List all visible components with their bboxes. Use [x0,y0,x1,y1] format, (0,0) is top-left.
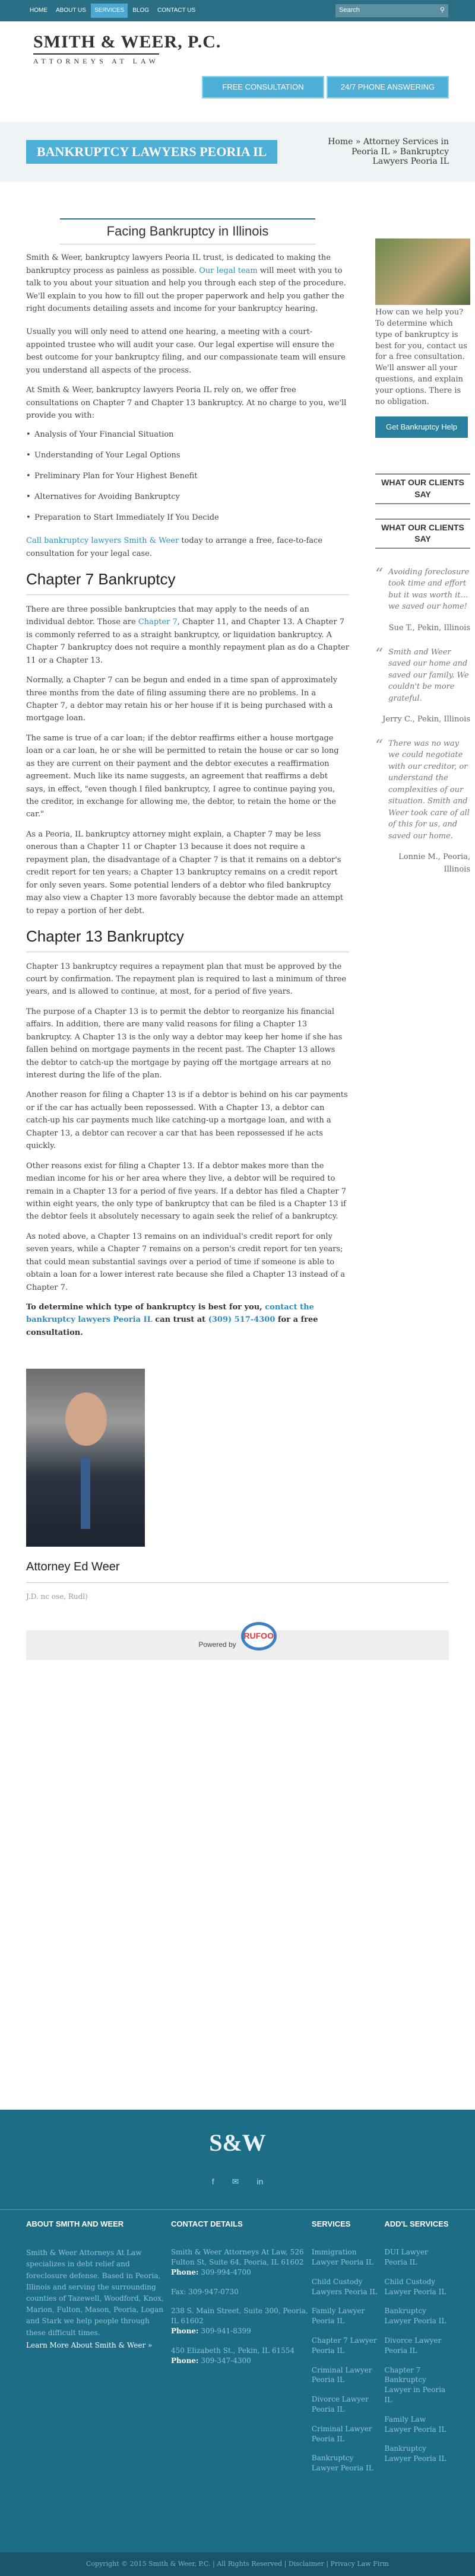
chapter-7-paragraph: Normally, a Chapter 7 can be begun and ended in a time span of approximately three months from the date of filing assuming there are no problems. In a Chapter 7, a debtor may retain his or her house if it is being purchased with a mortgage loan. [26,676,338,723]
logo[interactable] [0,21,475,69]
nav-blog[interactable]: BLOG [132,7,150,14]
list-item: • Preliminary Plan for Your Highest Benefit [26,470,349,483]
service-link[interactable]: Criminal Lawyer Peoria IL [311,2365,372,2384]
facebook-icon[interactable]: f [211,2177,214,2186]
testimonial-quote: “ There was no way we could negotiate with our creditor, or understand the complexities of our situation. Smith and Weer took care of all of this for us, and saved our home. [375,738,470,842]
logo-name: SMITH & WEER, P.C. [33,32,221,52]
list-item: • Understanding of Your Legal Options [26,450,349,462]
nav-contact[interactable]: CONTACT US [157,7,196,14]
contact-item: Smith & Weer Attorneys At Law, 526 Fulton St, Suite 64, Peoria, IL 61602 Phone: 309-994-4700 [170,2248,304,2276]
service-link[interactable]: Child Custody Lawyers Peoria IL [311,2277,378,2296]
breadcrumb[interactable]: Home » Attorney Services in Peoria IL » Bankruptcy Lawyers Peoria IL [328,136,449,167]
powered-label: Powered by [198,1640,236,1649]
footer-logo[interactable]: S&W [209,2129,266,2156]
service-link[interactable]: Bankruptcy Lawyer Peoria IL [384,2444,446,2463]
service-link[interactable]: Child Custody Lawyer Peoria IL [384,2277,446,2296]
benefit-list [26,429,349,524]
contact-item: 238 S. Main Street, Suite 300, Peoria, IL 61602 Phone: 309-941-8399 [170,2307,308,2335]
about-text: Smith & Weer Attorneys At Law specializes in debt relief and foreclosure defense. Based in Peoria, Illinois and serving the surrounding counties of Tazewell, Woodford, Knox, Marion, Fulton, Mason, Peoria, Logan and Stark we help people through these difficult times. [26,2249,164,2337]
learn-more-link[interactable]: Learn More About Smith & Weer » [26,2340,153,2349]
service-link[interactable]: Chapter 7 Bankruptcy Lawyer in Peoria IL [384,2365,446,2404]
chapter-7-heading: Chapter 7 Bankruptcy [26,567,349,595]
service-link[interactable]: Divorce Lawyer Peoria IL [384,2336,442,2355]
testimonial-quote: “ Smith and Weer saved our home and saved our family. We couldn't be more grateful. [375,647,470,705]
contact-item: Fax: 309-947-0730 [170,2287,239,2296]
content [26,218,349,1346]
testimonials-heading-2: WHAT OUR CLIENTS SAY [375,519,470,549]
nav-home[interactable]: HOME [30,7,48,14]
chapter-13-paragraph: Chapter 13 bankruptcy requires a repayment plan that must be approved by the court by confirmation. The repayment plan is required to last a minimum of three years, and is allowed to continue, at most, for a period of five years. [26,962,347,997]
phone-answering-button[interactable]: 24/7 PHONE ANSWERING [327,76,449,98]
testimonial-quote: “ Avoiding foreclosure took time and effort but it was worth it... we saved our home! [375,567,470,613]
top-nav-bar [0,0,475,21]
cta-bar [0,76,475,98]
contact-item: 450 Elizabeth St., Pekin, IL 61554 Phone: 309-347-4300 [170,2346,295,2365]
chapter-7-link[interactable]: Chapter 7 [138,618,178,627]
service-link[interactable]: Criminal Lawyer Peoria IL [311,2424,372,2443]
intro-paragraph: Smith & Weer, bankruptcy lawyers Peoria IL trust, is dedicated to making the bankruptcy process as painless as possible. Our legal team will meet with you to talk to you about your situation and help you through each step of the procedure. We'll explain to you how to fill out the proper paperwork and help you gather the right documents detailing assets and income for your bankruptcy hearing. [26,253,346,313]
content-title: Facing Bankruptcy in Illinois [60,218,315,244]
contact-lawyers-link[interactable]: contact the bankruptcy lawyers Peoria IL [26,1303,314,1325]
footer [0,2110,475,2576]
service-link[interactable]: Bankruptcy Lawyer Peoria IL [311,2454,373,2473]
search-input[interactable] [335,4,448,17]
list-item: • Alternatives for Avoiding Bankruptcy [26,491,349,504]
footer-columns [0,2210,475,2483]
social-links [0,2175,475,2188]
consult-paragraph: At Smith & Weer, bankruptcy lawyers Peoria IL rely on, we offer free consultations on Chapter 7 and Chapter 13 bankruptcy. At no charge to you, we'll provide you with: [26,386,347,420]
service-link[interactable]: Bankruptcy Lawyer Peoria IL [384,2307,446,2326]
hearing-paragraph: Usually you will only need to attend one hearing, a meeting with a court-appointed trustee who will audit your case. Our legal expertise will ensure the best outcome for your bankruptcy filing, and our compassionate team will ensure you understand all aspects of the process. [26,327,346,375]
powered-by[interactable] [26,1630,449,1660]
call-paragraph: Call bankruptcy lawyers Smith & Weer today to arrange a free, face-to-face consultation for your legal case. [26,536,323,558]
service-link[interactable]: DUI Lawyer Peoria IL [384,2248,428,2266]
attorney-photo [26,1369,145,1547]
chapter-13-paragraph: Other reasons exist for filing a Chapter 13. If a debtor makes more than the median income for his or her area where they live, a debtor will be required to remain in a Chapter 13 for a period of five years. If a debtor has filed a Chapter 7 within eight years, the only type of bankruptcy that can be filed is a Chapter 13 if the debtor feels it absolutely necessary to again seek the relief of a bankruptcy. [26,1161,347,1222]
testimonials [375,567,470,876]
family-photo [375,238,470,305]
chapter-7-paragraph: There are three possible bankruptcies that may apply to the needs of an individual debtor. Those are Chapter 7, Chapter 11, and Chapter 13. A Chapter 7 is commonly referred to as a straight bankruptcy, or liquidation bankruptcy. A Chapter 7 bankruptcy does not require a monthly repayment plan as do a Chapter 11 or a Chapter 13. [26,605,349,665]
chapter-13-paragraph: As noted above, a Chapter 13 remains on an individual's credit report for only seven years, while a Chapter 7 remains on a person's credit report for ten years; that could mean substantial savings over a period of time if someone is able to obtain a loan for a lower interest rate because she filed a Chapter 13 instead of a Chapter 7. [26,1232,346,1292]
call-lawyers-link[interactable]: Call bankruptcy lawyers Smith & Weer [26,536,179,546]
phone-link[interactable]: (309) 517-4300 [208,1315,276,1325]
footer-services: SERVICES Immigration Lawyer Peoria IL Child Custody Lawyers Peoria IL Family Lawyer Peoria IL Chapter 7 Lawyer Peoria IL Criminal Lawyer Peoria IL Divorce Lawyer Peoria IL Criminal Lawyer Peoria IL Bankruptcy Lawyer Peoria IL [312,2218,382,2483]
testimonial-author: Sue T., Pekin, Illinois [388,623,470,632]
attorney-section [0,1369,475,1602]
nav-services[interactable]: SERVICES [91,4,128,18]
main-nav [26,4,199,18]
legal-team-link[interactable]: Our legal team [199,266,258,275]
testimonial-author: Jerry C., Pekin, Illinois [382,715,470,724]
chapter-13-heading: Chapter 13 Bankruptcy [26,924,349,952]
list-item: • Analysis of Your Financial Situation [26,429,349,441]
rufoo-logo[interactable]: RUFOO [241,1622,277,1650]
linkedin-icon[interactable]: in [256,2177,264,2186]
testimonials-heading: WHAT OUR CLIENTS SAY [375,473,470,504]
free-consultation-button[interactable]: FREE CONSULTATION [202,76,324,98]
search-icon[interactable]: ⚲ [439,7,445,14]
service-link[interactable]: Family Law Lawyer Peoria IL [384,2415,446,2434]
help-text: How can we help you? To determine which type of bankruptcy is best for you, contact us for a free consultation. We'll answer all your questions, and explain your options. There is no obligation. [375,308,467,406]
get-help-button[interactable]: Get Bankruptcy Help [375,416,468,438]
sidebar [375,218,470,1346]
contact-paragraph: To determine which type of bankruptcy is best for you, contact the bankruptcy lawyers Peoria IL can trust at (309) 517-4300 for a free consultation. [26,1303,318,1337]
service-link[interactable]: Chapter 7 Lawyer Peoria IL [311,2336,377,2355]
copyright: Copyright © 2015 Smith & Weer, P.C. | All Rights Reserved | Disclaimer | Privacy Law Firm [0,2552,475,2576]
testimonial-author: Lonnie M., Peoria, Illinois [398,853,470,874]
service-link[interactable]: Family Lawyer Peoria IL [311,2307,365,2326]
footer-addl-services: ADD'L SERVICES DUI Lawyer Peoria IL Child Custody Lawyer Peoria IL Bankruptcy Lawyer Peoria IL Divorce Lawyer Peoria IL Chapter 7 Bankruptcy Lawyer in Peoria IL Family Law Lawyer Peoria IL Bankruptcy Lawyer Peoria IL [384,2219,449,2463]
chapter-13-paragraph: The purpose of a Chapter 13 is to permit the debtor to reorganize his financial affairs. In addition, there are many valid reasons for filing a Chapter 13 bankruptcy. A Chapter 13 is the only way a debtor may keep her home if she has fallen behind on mortgage payments in the recent past. The Chapter 13 allows the debtor to catch-up the mortgage by paying off the mortgage arrears at no interest during the life of the plan. [26,1007,343,1080]
footer-about: ABOUT SMITH AND WEER Smith & Weer Attorneys At Law specializes in debt relief and foreclosure defense. Based in Peoria, Illinois and serving the surrounding counties of Tazewell, Woodford, Knox, Marion, Fulton, Mason, Peoria, Logan and Stark we help people through these difficult times. Learn More About Smith & Weer » [26,2218,167,2483]
chapter-7-paragraph: As a Peoria, IL bankruptcy attorney might explain, a Chapter 7 may be less onerous than a Chapter 11 or Chapter 13 because it does not require a repayment plan, the disadvantage of a Chapter 7 is that it remains on a debtor's credit report for ten years; a Chapter 13 bankruptcy remains on a credit report for only seven years. Some potential lenders of a debtor who filed bankruptcy may also view a Chapter 13 more favorably because the debtor made an attempt to repay a portion of her debt. [26,829,343,915]
list-item: • Preparation to Start Immediately If You Decide [26,512,349,524]
page-banner [0,122,475,182]
attorney-credentials: J.D. nc ose, Rudl) [26,1592,88,1601]
attorney-name: Attorney Ed Weer [26,1557,449,1583]
page-title: BANKRUPTCY LAWYERS PEORIA IL [26,140,277,163]
footer-contact: CONTACT DETAILS Smith & Weer Attorneys At Law, 526 Fulton St, Suite 64, Peoria, IL 61602 Phone: 309-994-4700 Fax: 309-947-0730 238 S. Main Street, Suite 300, Peoria, IL 61602 Phone: 309-941-8399 450 Elizabeth St., Pekin, IL 61554 Phone: 309-347-4300 [171,2218,309,2483]
chapter-13-paragraph: Another reason for filing a Chapter 13 is if a debtor is behind on his car payments or if the car has actually been repossessed. With a Chapter 13, a debtor can catch-up his car payments much like catching-up a mortgage loan, and with a Chapter 13, a debtor can recover a car that has been repossessed if he acts quickly. [26,1090,348,1151]
main-area [0,218,475,1346]
service-link[interactable]: Immigration Lawyer Peoria IL [311,2248,373,2266]
service-link[interactable]: Divorce Lawyer Peoria IL [311,2395,369,2413]
nav-about[interactable]: ABOUT US [56,7,86,14]
chapter-7-paragraph: The same is true of a car loan; if the debtor reaffirms either a house mortgage loan or a car loan, he or she will be permitted to retain the house or car so long as they are current on their payment and the debtor executes a reaffirmation agreement. Much like its name suggests, an agreement that reaffirms a debt says, in effect, "even though I filed bankruptcy, I agree to continue paying you, the creditor, in exchange for allowing me, the debtor, to retain the home or the car." [26,733,339,819]
logo-tagline: ATTORNEYS AT LAW [33,53,159,67]
search-placeholder: Search [339,7,360,14]
email-icon[interactable]: ✉ [232,2177,239,2186]
